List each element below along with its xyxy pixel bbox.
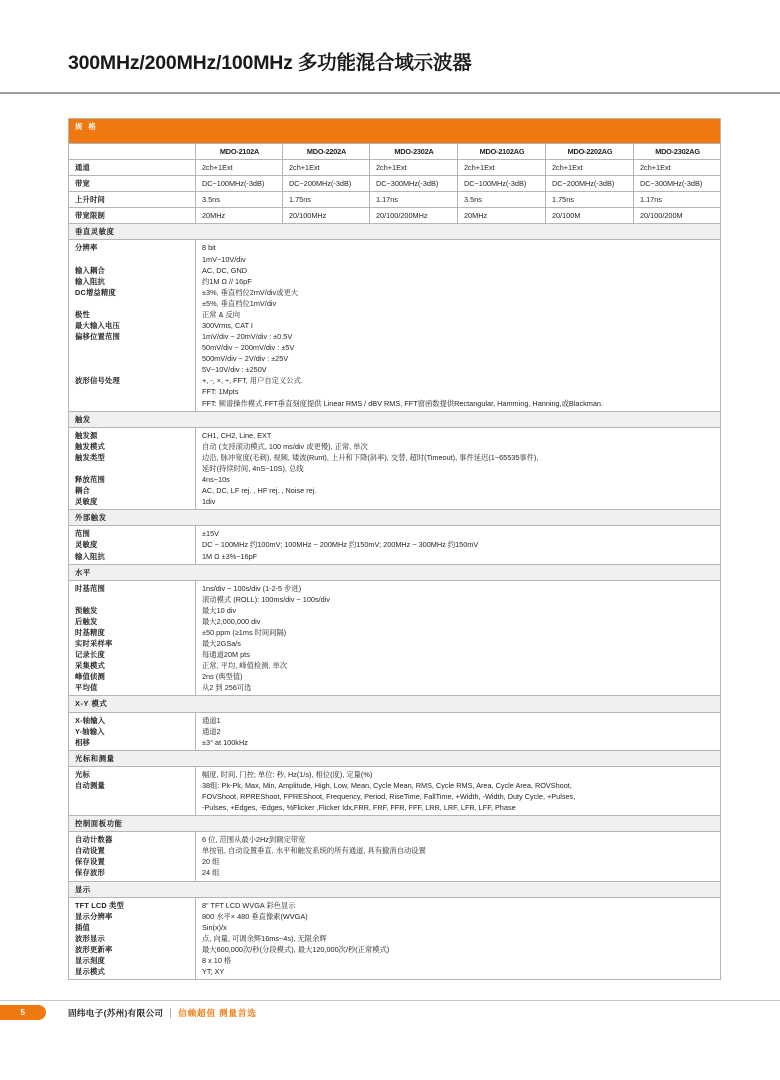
value-line: 8 x 10 格	[202, 956, 232, 965]
footer	[68, 1005, 257, 1020]
value-line: 1mV/div ~ 20mV/div : ±0.5V	[202, 332, 293, 342]
label-spacer	[75, 254, 190, 265]
row-value-3: 2ch+1Ext	[370, 160, 458, 176]
row-label: 平均值	[75, 683, 98, 693]
section-labels	[69, 240, 196, 411]
row-label: 波形信号处理	[75, 376, 120, 386]
value-line: 5V~10V/div : ±250V	[202, 365, 267, 375]
section-labels	[69, 832, 196, 881]
row-value-6: 2ch+1Ext	[634, 160, 721, 176]
value-line: 800 水平× 480 垂直像素(WVGA)	[202, 911, 308, 921]
row-label: 带宽	[69, 176, 196, 192]
row-value-5: 20/100M	[546, 208, 634, 224]
row-value-5: DC~200MHz(-3dB)	[546, 176, 634, 192]
row-label: 范围	[75, 529, 90, 539]
title-divider	[0, 92, 780, 94]
section-body-row	[69, 526, 721, 564]
value-line: ±15V	[202, 529, 219, 539]
label-spacer	[75, 791, 190, 802]
footer-separator	[170, 1008, 171, 1018]
value-line: 300Vrms, CAT I	[202, 321, 253, 331]
row-value-4: DC~100MHz(-3dB)	[458, 176, 546, 192]
row-label: 输入阻抗	[75, 276, 105, 286]
page-number-badge: 5	[0, 1005, 46, 1020]
section-heading: 控制面板功能	[69, 816, 721, 832]
row-label: 波形更新率	[75, 944, 113, 954]
model-header-MDO-2102A: MDO-2102A	[196, 144, 283, 160]
model-header-MDO-2102AG: MDO-2102AG	[458, 144, 546, 160]
row-label: 光标	[75, 769, 90, 779]
value-line: ±50 ppm (≥1ms 时间间隔)	[202, 627, 287, 637]
row-label: 输入耦合	[75, 265, 105, 275]
row-label: TFT LCD 类型	[75, 900, 125, 910]
value-line: 每通道20M pts	[202, 650, 250, 660]
section-values	[196, 580, 721, 696]
label-spacer	[75, 386, 190, 397]
model-header-row	[69, 144, 721, 160]
value-line: 最大600,000次/秒(分段模式), 最大120,000次/秒(正常模式)	[202, 944, 390, 954]
value-line: 1mV~10V/div	[202, 254, 246, 264]
section-header-row	[69, 881, 721, 897]
row-value-6: 1.17ns	[634, 192, 721, 208]
model-header-MDO-2302AG: MDO-2302AG	[634, 144, 721, 160]
value-line: 24 组	[202, 868, 220, 878]
value-line: CH1, CH2, Line, EXT	[202, 430, 272, 440]
footer-divider	[0, 1000, 780, 1001]
section-header-row	[69, 411, 721, 427]
value-line: ±5%, 垂直档位1mV/div	[202, 298, 277, 308]
row-value-3: 1.17ns	[370, 192, 458, 208]
section-values	[196, 526, 721, 564]
value-line: 最大2GSa/s	[202, 639, 241, 649]
section-body-row	[69, 712, 721, 750]
section-heading: 显示	[69, 881, 721, 897]
row-label: 显示模式	[75, 967, 105, 977]
row-label: 峰值侦测	[75, 672, 105, 682]
label-spacer	[75, 594, 190, 605]
row-value-1: 20MHz	[196, 208, 283, 224]
value-line: 正常 & 反向	[202, 309, 241, 319]
value-line: YT; XY	[202, 967, 225, 977]
model-header-blank	[69, 144, 196, 160]
label-spacer	[75, 364, 190, 375]
value-line: FFT: 1Mpts	[202, 387, 239, 397]
section-body-row	[69, 580, 721, 696]
value-line: +, -, ×, ÷, FFT, 用户自定义公式.	[202, 376, 303, 386]
row-label: 记录长度	[75, 650, 105, 660]
section-body-row	[69, 766, 721, 815]
row-value-5: 1.75ns	[546, 192, 634, 208]
model-header-MDO-2302A: MDO-2302A	[370, 144, 458, 160]
section-header-row	[69, 816, 721, 832]
value-line: 1div	[202, 497, 216, 507]
value-line: 延时(持续时间, 4nS~10S), 总线	[202, 463, 304, 473]
page-title: 300MHz/200MHz/100MHz 多功能混合域示波器	[68, 52, 472, 74]
section-values	[196, 240, 721, 411]
value-line: 自动 (支持滚动模式, 100 ms/div 或更慢), 正常, 单次	[202, 441, 368, 451]
label-spacer	[75, 802, 190, 813]
row-label: X-轴输入	[75, 715, 106, 725]
section-header-row	[69, 510, 721, 526]
label-spacer	[75, 398, 190, 409]
value-line: 边沿, 脉冲宽度(毛刺), 视频, 矮波(Runt), 上升和下降(斜率), 交替, 超时(Timeout), 事件延迟(1~65535事件),	[202, 452, 539, 462]
table-row	[69, 192, 721, 208]
value-line: 点, 向量, 可调余辉16ms~4s), 无限余辉	[202, 933, 327, 943]
section-labels	[69, 897, 196, 980]
specification-table-wrapper	[68, 118, 720, 980]
section-values	[196, 832, 721, 881]
value-line: AC, DC, GND	[202, 265, 247, 275]
section-heading: 外部触发	[69, 510, 721, 526]
section-heading: 触发	[69, 411, 721, 427]
specification-table-body	[69, 119, 721, 980]
value-line: ±3° at 100kHz	[202, 737, 248, 747]
section-heading: X-Y 模式	[69, 696, 721, 712]
spec-banner-row	[69, 119, 721, 144]
section-labels	[69, 427, 196, 510]
row-label: 通道	[69, 160, 196, 176]
value-line: Sin(x)/x	[202, 922, 227, 932]
label-spacer	[75, 463, 190, 474]
specification-table	[68, 118, 721, 980]
row-label: 保存波形	[75, 868, 105, 878]
section-values	[196, 897, 721, 980]
label-spacer	[75, 298, 190, 309]
section-values	[196, 712, 721, 750]
row-value-3: 20/100/200MHz	[370, 208, 458, 224]
row-label: 极性	[75, 309, 90, 319]
section-values	[196, 766, 721, 815]
row-value-2: 2ch+1Ext	[283, 160, 370, 176]
row-value-1: DC~100MHz(-3dB)	[196, 176, 283, 192]
section-header-row	[69, 224, 721, 240]
row-label: 时基范围	[75, 583, 105, 593]
row-label: 灵敏度	[75, 540, 98, 550]
spec-banner: 规 格	[69, 119, 721, 144]
row-label: 触发源	[75, 430, 98, 440]
row-value-2: DC~200MHz(-3dB)	[283, 176, 370, 192]
section-header-row	[69, 750, 721, 766]
row-label: 相移	[75, 737, 90, 747]
table-row	[69, 160, 721, 176]
value-line: 滚动模式 (ROLL): 100ms/div ~ 100s/div	[202, 594, 330, 604]
row-label: 自动设置	[75, 846, 105, 856]
value-line: 1M Ω ±3%~16pF	[202, 551, 258, 561]
value-line: 38组: Pk-Pk, Max, Min, Amplitude, High, Low, Mean, Cycle Mean, RMS, Cycle RMS, Area, Cycle Area, ROVShoot,	[202, 780, 572, 790]
value-line: -Pulses, +Edges, -Edges, %Flicker ,Flicker Idx,FRR, FRF, FFR, FFF, LRR, LRF, LFR, LFF, Phase	[202, 803, 516, 813]
row-label: 灵敏度	[75, 497, 98, 507]
value-line: 8 bit	[202, 243, 216, 253]
section-heading: 光标和测量	[69, 750, 721, 766]
section-body-row	[69, 897, 721, 980]
section-body-row	[69, 832, 721, 881]
section-body-row	[69, 240, 721, 411]
row-label: 自动测量	[75, 780, 105, 790]
row-label: 触发类型	[75, 452, 105, 462]
value-line: AC, DC, LF rej. , HF rej. , Noise rej.	[202, 486, 317, 496]
value-line: 6 位, 范围从最小2Hz到额定带宽	[202, 835, 306, 845]
value-line: 500mV/div ~ 2V/div : ±25V	[202, 354, 289, 364]
row-label: 显示分辨率	[75, 911, 113, 921]
title-block	[0, 0, 780, 74]
value-line: 2ns (典型值)	[202, 672, 243, 682]
value-line: 约1M Ω // 16pF	[202, 276, 252, 286]
section-labels	[69, 526, 196, 564]
label-spacer	[75, 353, 190, 364]
row-value-4: 3.5ns	[458, 192, 546, 208]
table-row	[69, 176, 721, 192]
row-label: 触发模式	[75, 441, 105, 451]
row-label: 偏移位置范围	[75, 332, 120, 342]
row-value-1: 3.5ns	[196, 192, 283, 208]
row-label: 输入阻抗	[75, 551, 105, 561]
value-line: FFT: 频谱操作模式.FFT垂直刻度提供 Linear RMS / dBV RMS, FFT窗函数提供Rectangular, Hamming, Hanning,或Blackman.	[202, 398, 604, 408]
value-line: 4ns~10s	[202, 475, 230, 485]
section-labels	[69, 712, 196, 750]
value-line: 幅度, 时间, 门控; 单位: 秒, Hz(1/s), 相位(度), 定量(%)	[202, 769, 373, 779]
row-label: 插值	[75, 922, 90, 932]
row-label: 释放范围	[75, 475, 105, 485]
row-value-2: 20/100MHz	[283, 208, 370, 224]
model-header-MDO-2202A: MDO-2202A	[283, 144, 370, 160]
row-label: 保存设置	[75, 857, 105, 867]
row-label: 分辨率	[75, 243, 98, 253]
row-value-2: 1.75ns	[283, 192, 370, 208]
section-heading: 水平	[69, 564, 721, 580]
row-label: 后触发	[75, 616, 98, 626]
value-line: 正常, 平均, 峰值检测, 单次	[202, 661, 288, 671]
row-value-6: DC~300MHz(-3dB)	[634, 176, 721, 192]
value-line: 50mV/div ~ 200mV/div : ±5V	[202, 343, 295, 353]
value-line: FOVShoot, RPREShoot, FPREShoot, Frequency, Period, RiseTime, FallTime, +Width, -Width, Duty Cycle, +Pulses,	[202, 791, 576, 801]
model-header-MDO-2202AG: MDO-2202AG	[546, 144, 634, 160]
footer-company: 固纬电子(苏州)有限公司	[68, 1007, 164, 1018]
value-line: 单按钮, 自动设置垂直, 水平和触发系统的所有通道, 具有撤消自动设置	[202, 846, 426, 856]
row-label: 自动计数器	[75, 835, 113, 845]
value-line: 从2 到 256可选	[202, 683, 252, 693]
value-line: DC ~ 100MHz 约100mV; 100MHz ~ 200MHz 约150mV; 200MHz ~ 300MHz 约150mV	[202, 540, 479, 550]
row-value-6: 20/100/200M	[634, 208, 721, 224]
row-label: 时基精度	[75, 627, 105, 637]
value-line: 通道1	[202, 715, 221, 725]
label-spacer	[75, 342, 190, 353]
row-label: 显示刻度	[75, 956, 105, 965]
value-line: ±3%, 垂直档位2mV/div或更大	[202, 287, 299, 297]
section-labels	[69, 580, 196, 696]
row-value-3: DC~300MHz(-3dB)	[370, 176, 458, 192]
section-values	[196, 427, 721, 510]
value-line: 8" TFT LCD WVGA 彩色显示	[202, 900, 296, 910]
section-header-row	[69, 564, 721, 580]
row-label: 波形显示	[75, 933, 105, 943]
section-body-row	[69, 427, 721, 510]
row-label: DC增益精度	[75, 287, 116, 297]
row-label: 预触发	[75, 605, 98, 615]
section-labels	[69, 766, 196, 815]
row-label: 耦合	[75, 486, 90, 496]
section-header-row	[69, 696, 721, 712]
value-line: 1ns/div ~ 100s/div (1-2-5 步进)	[202, 583, 302, 593]
table-row	[69, 208, 721, 224]
section-heading: 垂直灵敏度	[69, 224, 721, 240]
row-label: 上升时间	[69, 192, 196, 208]
value-line: 20 组	[202, 857, 220, 867]
row-label: 采集模式	[75, 661, 105, 671]
row-value-1: 2ch+1Ext	[196, 160, 283, 176]
row-value-5: 2ch+1Ext	[546, 160, 634, 176]
footer-slogan: 信赖超值 测量首选	[178, 1007, 257, 1018]
value-line: 通道2	[202, 726, 221, 736]
row-label: 带宽限制	[69, 208, 196, 224]
row-value-4: 20MHz	[458, 208, 546, 224]
row-label: 最大输入电压	[75, 321, 120, 331]
value-line: 最大2,000,000 div	[202, 616, 261, 626]
row-label: 实时采样率	[75, 639, 113, 649]
row-label: Y-轴输入	[75, 726, 105, 736]
value-line: 最大10 div	[202, 605, 237, 615]
row-value-4: 2ch+1Ext	[458, 160, 546, 176]
